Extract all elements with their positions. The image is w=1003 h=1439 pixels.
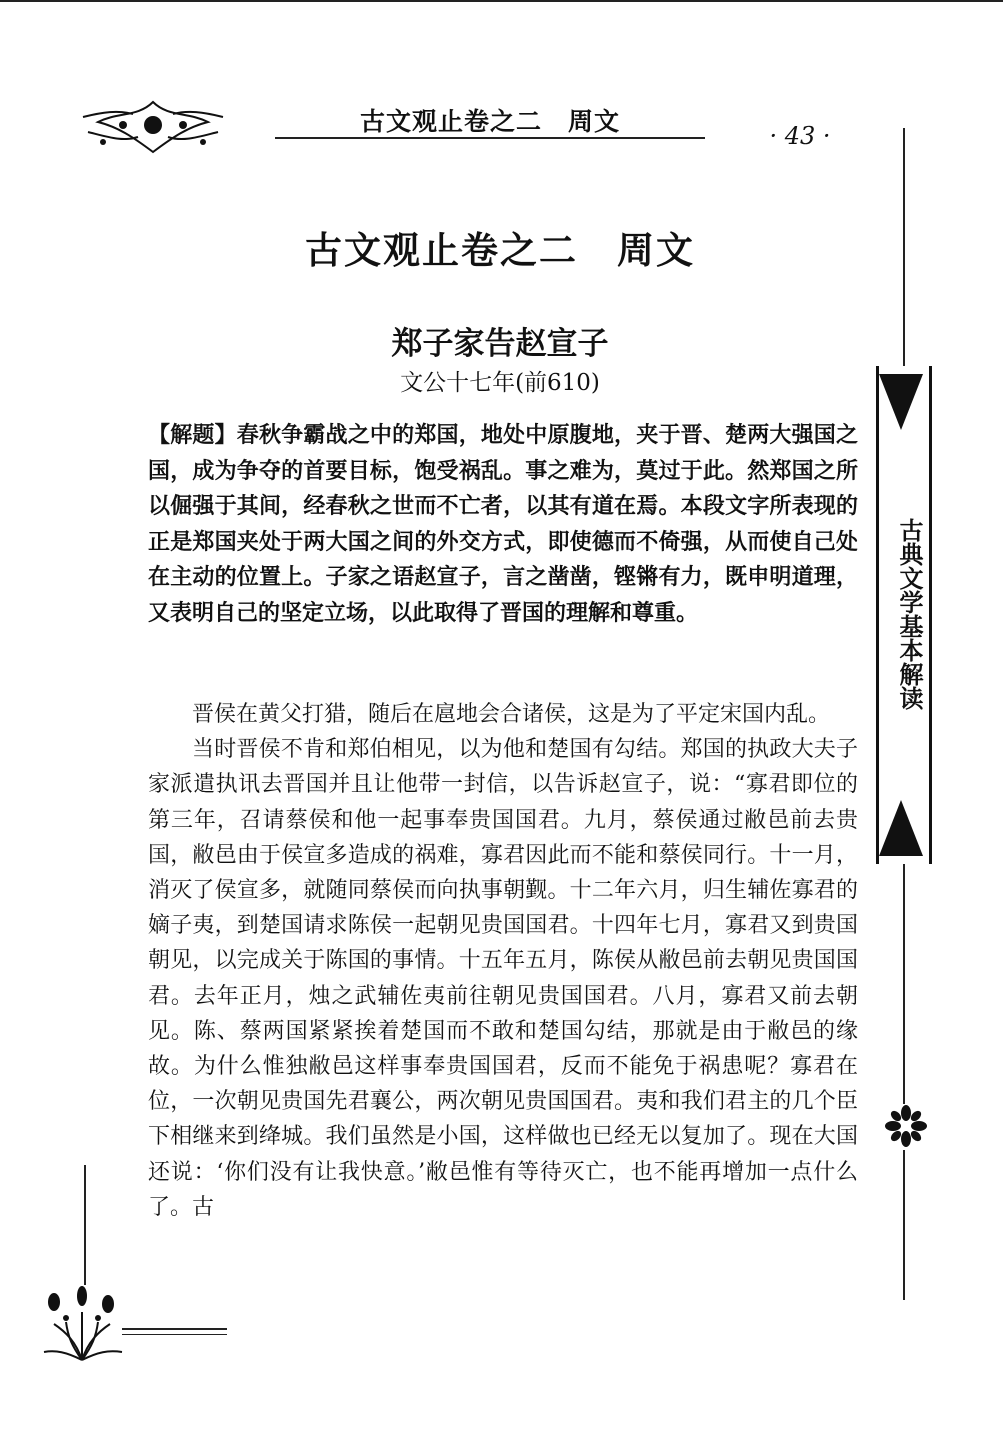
plant-ornament-icon bbox=[36, 1282, 128, 1362]
side-tab-text: 古典文学基本解读 bbox=[895, 518, 923, 710]
page-number: · 43 · bbox=[769, 122, 831, 150]
paragraph: 晋侯在黄父打猎，随后在扈地会合诸侯，这是为了平定宋国内乱。 bbox=[192, 702, 831, 727]
triangle-down-icon bbox=[879, 374, 923, 430]
chapter-title: 古文观止卷之二 周文 bbox=[305, 229, 695, 272]
jieti-text: 春秋争霸战之中的郑国，地处中原腹地，夹于晋、楚两大强国之国，成为争夺的首要目标，饱受祸乱。事之难为，莫过于此。然郑国之所以倔强于其间，经春秋之世而不亡者，以其有道在焉。本段文字所表现的正是郑国夹处于两大国之间的外交方式，即使德而不倚强，从而使自己处在主动的位置上。子家之语赵宣子，言之凿凿，铿锵有力，既申明道理，又表明自己的坚定立场，以此取得了晋国的理解和尊重。 bbox=[148, 422, 858, 626]
triangle-up-icon bbox=[879, 800, 923, 856]
bottom-rule bbox=[122, 1328, 227, 1330]
article-year: 文公十七年(前610) bbox=[400, 370, 600, 396]
jieti-section bbox=[148, 418, 858, 632]
floral-ornament-icon bbox=[78, 92, 228, 162]
jieti-label: 【解题】 bbox=[148, 422, 237, 448]
running-head: 古文观止卷之二 周文 bbox=[359, 107, 620, 136]
top-border bbox=[0, 0, 1003, 2]
side-rule-bottom-lower bbox=[903, 1150, 905, 1300]
flower-icon bbox=[884, 1104, 928, 1148]
header-rule bbox=[275, 137, 705, 139]
side-tab bbox=[876, 366, 932, 864]
article-title: 郑子家告赵宣子 bbox=[391, 326, 609, 362]
paragraph: 当时晋侯不肯和郑伯相见，以为他和楚国有勾结。郑国的执政大夫子家派遣执讯去晋国并且让他带一封信，以告诉赵宣子，说：“寡君即位的第三年，召请蔡侯和他一起事奉贵国国君。九月，蔡侯通过敝邑前去贵国，敝邑由于侯宣多造成的祸难，寡君因此而不能和蔡侯同行。十一月，消灭了侯宣多，就随同蔡侯而向执事朝觐。十二年六月，归生辅佐寡君的嫡子夷，到楚国请求陈侯一起朝见贵国国君。十四年七月，寡君又到贵国朝见，以完成关于陈国的事情。十五年五月，陈侯从敝邑前去朝见贵国国君。去年正月，烛之武辅佐夷前往朝见贵国国君。八月，寡君又前去朝见。陈、蔡两国紧紧挨着楚国而不敢和楚国勾结，那就是由于敝邑的缘故。为什么惟独敝邑这样事奉贵国国君，反而不能免于祸患呢？寡君在位，一次朝见贵国先君襄公，两次朝见贵国国君。夷和我们君主的几个臣下相继来到绛城。我们虽然是小国，这样做也已经无以复加了。现在大国还说：‘你们没有让我快意。’敝邑惟有等待灭亡，也不能再增加一点什么了。古 bbox=[148, 737, 858, 1220]
side-rule-bottom bbox=[903, 864, 905, 1104]
body-text bbox=[148, 697, 858, 1225]
bottom-rule-2 bbox=[122, 1334, 227, 1335]
side-rule-top bbox=[903, 128, 905, 366]
left-rule bbox=[84, 1165, 86, 1285]
